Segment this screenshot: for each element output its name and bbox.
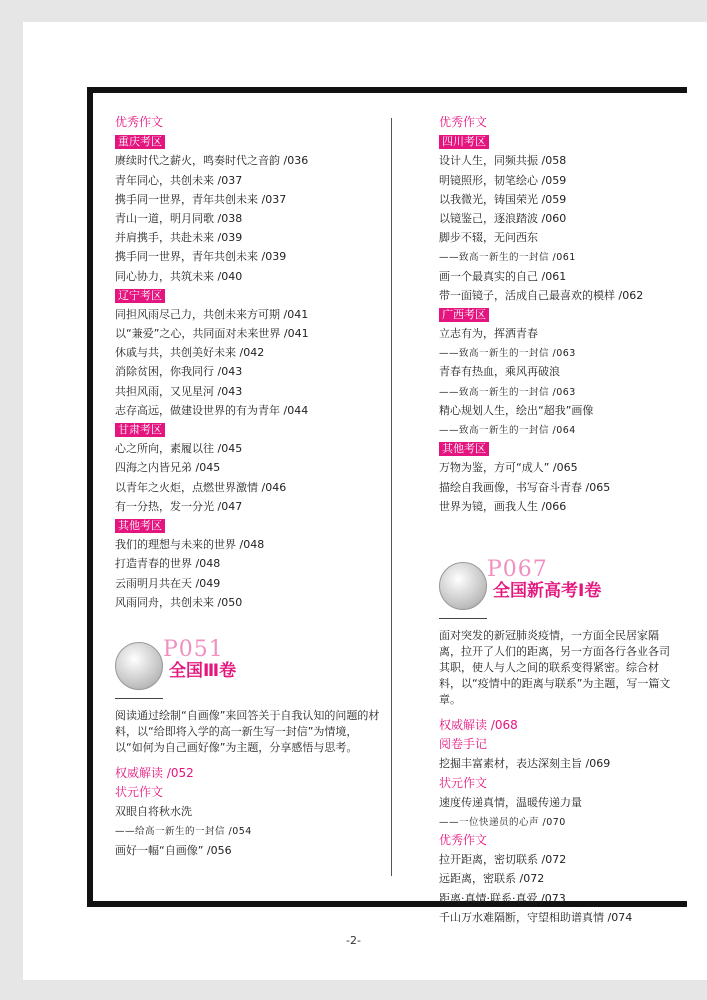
heading-text: 优秀作文: [115, 115, 164, 129]
region-badge: 甘肃考区: [115, 423, 165, 437]
right-after-list: [439, 716, 679, 927]
toc-item: [115, 343, 381, 362]
section-heading: [115, 764, 381, 783]
toc-item-text: 共担风雨，又见星河 /043: [115, 384, 243, 398]
toc-item: [115, 478, 381, 497]
right-toc-list: [439, 113, 679, 516]
toc-item: [439, 869, 679, 888]
toc-item-text: 并肩携手，共赴未来 /039: [115, 231, 243, 245]
heading-text: 优秀作文: [439, 833, 488, 848]
toc-item-text: 打造青春的世界 /048: [115, 557, 221, 571]
toc-item-text: 万物为鉴，方可“成人” /065: [439, 461, 578, 475]
toc-item-text: 画一个最真实的自己 /061: [439, 269, 567, 283]
toc-item-text: 青春有热血，乘风再破浪: [439, 365, 560, 379]
region-label: [439, 132, 679, 151]
toc-subtitle: [439, 382, 679, 401]
subtitle-text: ——致高一新生的一封信 /064: [439, 425, 576, 436]
badge-page-number: P051: [163, 636, 224, 662]
toc-item-text: 世界为镜，画我人生 /066: [439, 499, 567, 513]
toc-item: [115, 841, 381, 860]
toc-item-text: 志存高远，做建设世界的有为青年 /044: [115, 403, 309, 417]
toc-item: [439, 324, 679, 343]
toc-item: [115, 802, 381, 821]
toc-item-text: 赓续时代之薪火，鸣奏时代之音韵 /036: [115, 154, 309, 168]
section-heading: [439, 113, 679, 132]
toc-subtitle: [439, 420, 679, 439]
toc-item-text: 休戚与共，共创美好未来 /042: [115, 346, 265, 360]
toc-item-text: 有一分热，发一分光 /047: [115, 499, 243, 513]
column-divider: [391, 118, 392, 876]
toc-item-text: 同担风雨尽己力，共创未来方可期 /041: [115, 307, 309, 321]
section-description: 阅读通过绘制“自画像”来回答关于自我认知的问题的材料，以“给即将入学的高一新生写一封信”为情境，以“如何为自己画好像”为主题，分享感悟与思考。: [115, 708, 380, 754]
subtitle-text: ——致高一新生的一封信 /061: [439, 252, 576, 264]
section-badge-left: [115, 638, 381, 702]
region-badge: 其他考区: [439, 442, 489, 456]
subtitle-text: ——一位快递员的心声 /070: [439, 816, 566, 828]
region-badge: 四川考区: [439, 135, 489, 149]
toc-item-text: 描绘自我画像，书写奋斗青春 /065: [439, 480, 611, 494]
toc-item-text: 距离·真情·联系·真爱 /073: [439, 891, 566, 905]
page-number: -2-: [346, 934, 361, 947]
toc-item-text: 速度传递真情，温暖传递力量: [439, 795, 582, 809]
toc-item: [115, 497, 381, 516]
toc-item: [439, 209, 679, 228]
toc-item-text: 消除贫困，你我同行 /043: [115, 365, 243, 379]
toc-item: [115, 362, 381, 381]
toc-subtitle: [115, 821, 381, 840]
subtitle-text: ——给高一新生的一封信 /054: [115, 826, 252, 838]
section-badge-right: [439, 558, 679, 622]
toc-item: [439, 850, 679, 869]
toc-item-text: 脚步不辍，无问西东: [439, 231, 538, 245]
toc-item-text: 携手同一世界，青年共创未来 /039: [115, 250, 287, 264]
toc-item-text: 青山一道，明月同歌 /038: [115, 211, 243, 225]
toc-item-text: 云雨明月共在天 /049: [115, 576, 221, 590]
toc-item: [115, 305, 381, 324]
toc-item: [439, 497, 679, 516]
toc-item: [115, 247, 381, 266]
toc-item-text: 带一面镜子，活成自己最喜欢的模样 /062: [439, 288, 644, 302]
toc-item-text: 挖掘丰富素材，表达深刻主旨 /069: [439, 757, 611, 771]
toc-item: [115, 324, 381, 343]
section-heading: [115, 783, 381, 802]
toc-item-text: 同心协力，共筑未来 /040: [115, 269, 243, 283]
toc-item: [439, 889, 679, 908]
toc-subtitle: [439, 812, 679, 831]
heading-text: 优秀作文: [439, 115, 488, 129]
region-badge: 广西考区: [439, 308, 489, 322]
toc-item-text: 携手同一世界，青年共创未来 /037: [115, 192, 287, 206]
toc-item: [439, 190, 679, 209]
toc-item-text: 设计人生，同频共振 /058: [439, 154, 567, 168]
toc-item-text: 拉开距离，密切联系 /072: [439, 853, 567, 867]
region-label: [115, 516, 381, 535]
toc-item: [115, 209, 381, 228]
region-label: [115, 286, 381, 305]
right-column: [439, 113, 679, 927]
toc-item: [439, 228, 679, 247]
toc-item: [115, 228, 381, 247]
toc-item: [115, 267, 381, 286]
left-after-list: [115, 764, 381, 860]
toc-item: [115, 171, 381, 190]
toc-item: [115, 574, 381, 593]
toc-item: [115, 554, 381, 573]
region-label: [115, 132, 381, 151]
toc-item: [115, 439, 381, 458]
toc-item: [439, 908, 679, 927]
region-badge: 辽宁考区: [115, 289, 165, 303]
badge-title: 全国新高考Ⅰ卷: [493, 580, 602, 601]
cup-icon: [439, 562, 487, 610]
heading-text: 权威解读 /068: [439, 717, 518, 732]
toc-item-text: 以青年之火炬，点燃世界激情 /046: [115, 480, 287, 494]
left-column: [115, 113, 381, 860]
toc-item-text: 风雨同舟，共创未来 /050: [115, 595, 243, 609]
toc-item: [439, 171, 679, 190]
section-heading: [439, 735, 679, 754]
toc-item-text: 四海之内皆兄弟 /045: [115, 461, 221, 475]
region-badge: 重庆考区: [115, 135, 165, 149]
toc-item: [115, 151, 381, 170]
toc-item: [439, 267, 679, 286]
toc-subtitle: [439, 247, 679, 266]
toc-item: [439, 793, 679, 812]
heading-text: 状元作文: [115, 785, 164, 800]
toc-item: [115, 190, 381, 209]
section-heading: [439, 831, 679, 850]
heading-text: 权威解读 /052: [115, 765, 194, 780]
section-heading: [439, 774, 679, 793]
toc-item: [115, 458, 381, 477]
toc-item-text: 心之所向，素履以往 /045: [115, 442, 243, 456]
region-label: [439, 305, 679, 324]
toc-item-text: 青年同心，共创未来 /037: [115, 173, 243, 187]
badge-rule: [115, 698, 163, 699]
toc-item-text: 以镜鉴己，逐浪踏波 /060: [439, 211, 567, 225]
badge-rule: [439, 618, 487, 619]
toc-item-text: 我们的理想与未来的世界 /048: [115, 538, 265, 552]
toc-item-text: 画好一幅“自画像” /056: [115, 843, 232, 857]
toc-item-text: 双眼自将秋水洗: [115, 805, 192, 819]
left-toc-list: [115, 113, 381, 612]
region-label: [439, 439, 679, 458]
badge-page-number: P067: [487, 556, 548, 582]
section-heading: [115, 113, 381, 132]
toc-item-text: 以我微光，铸国荣光 /059: [439, 192, 567, 206]
toc-item: [439, 458, 679, 477]
toc-item-text: 精心规划人生，绘出“超我”画像: [439, 403, 594, 417]
subtitle-text: ——致高一新生的一封信 /063: [439, 348, 576, 360]
section-description: 面对突发的新冠肺炎疫情，一方面全民居家隔离，拉开了人们的距离，另一方面各行各业各司其职，使人与人之间的联系变得紧密。综合材料，以“疫情中的距离与联系”为主题，写一篇文章。: [439, 628, 671, 706]
badge-title: 全国Ⅲ卷: [169, 660, 237, 681]
toc-item: [115, 535, 381, 554]
heading-text: 阅卷手记: [439, 737, 488, 752]
toc-subtitle: [439, 343, 679, 362]
toc-item: [439, 401, 679, 420]
toc-item: [439, 286, 679, 305]
clock-icon: [115, 642, 163, 690]
toc-item-text: 立志有为，挥洒青春: [439, 327, 538, 341]
toc-item: [439, 478, 679, 497]
toc-item-text: 明镜照形，韧笔绘心 /059: [439, 173, 567, 187]
toc-item-text: 千山万水难隔断，守望相助谱真情 /074: [439, 910, 633, 924]
toc-item-text: 以“兼爱”之心，共同面对未来世界 /041: [115, 327, 309, 341]
toc-item: [439, 151, 679, 170]
toc-item: [115, 593, 381, 612]
toc-item: [439, 362, 679, 381]
region-label: [115, 420, 381, 439]
toc-item: [115, 401, 381, 420]
heading-text: 状元作文: [439, 775, 488, 790]
region-badge: 其他考区: [115, 519, 165, 533]
toc-item: [115, 382, 381, 401]
toc-item-text: 远距离，密联系 /072: [439, 872, 545, 886]
subtitle-text: ——致高一新生的一封信 /063: [439, 386, 576, 398]
toc-item: [439, 754, 679, 773]
section-heading: [439, 716, 679, 735]
